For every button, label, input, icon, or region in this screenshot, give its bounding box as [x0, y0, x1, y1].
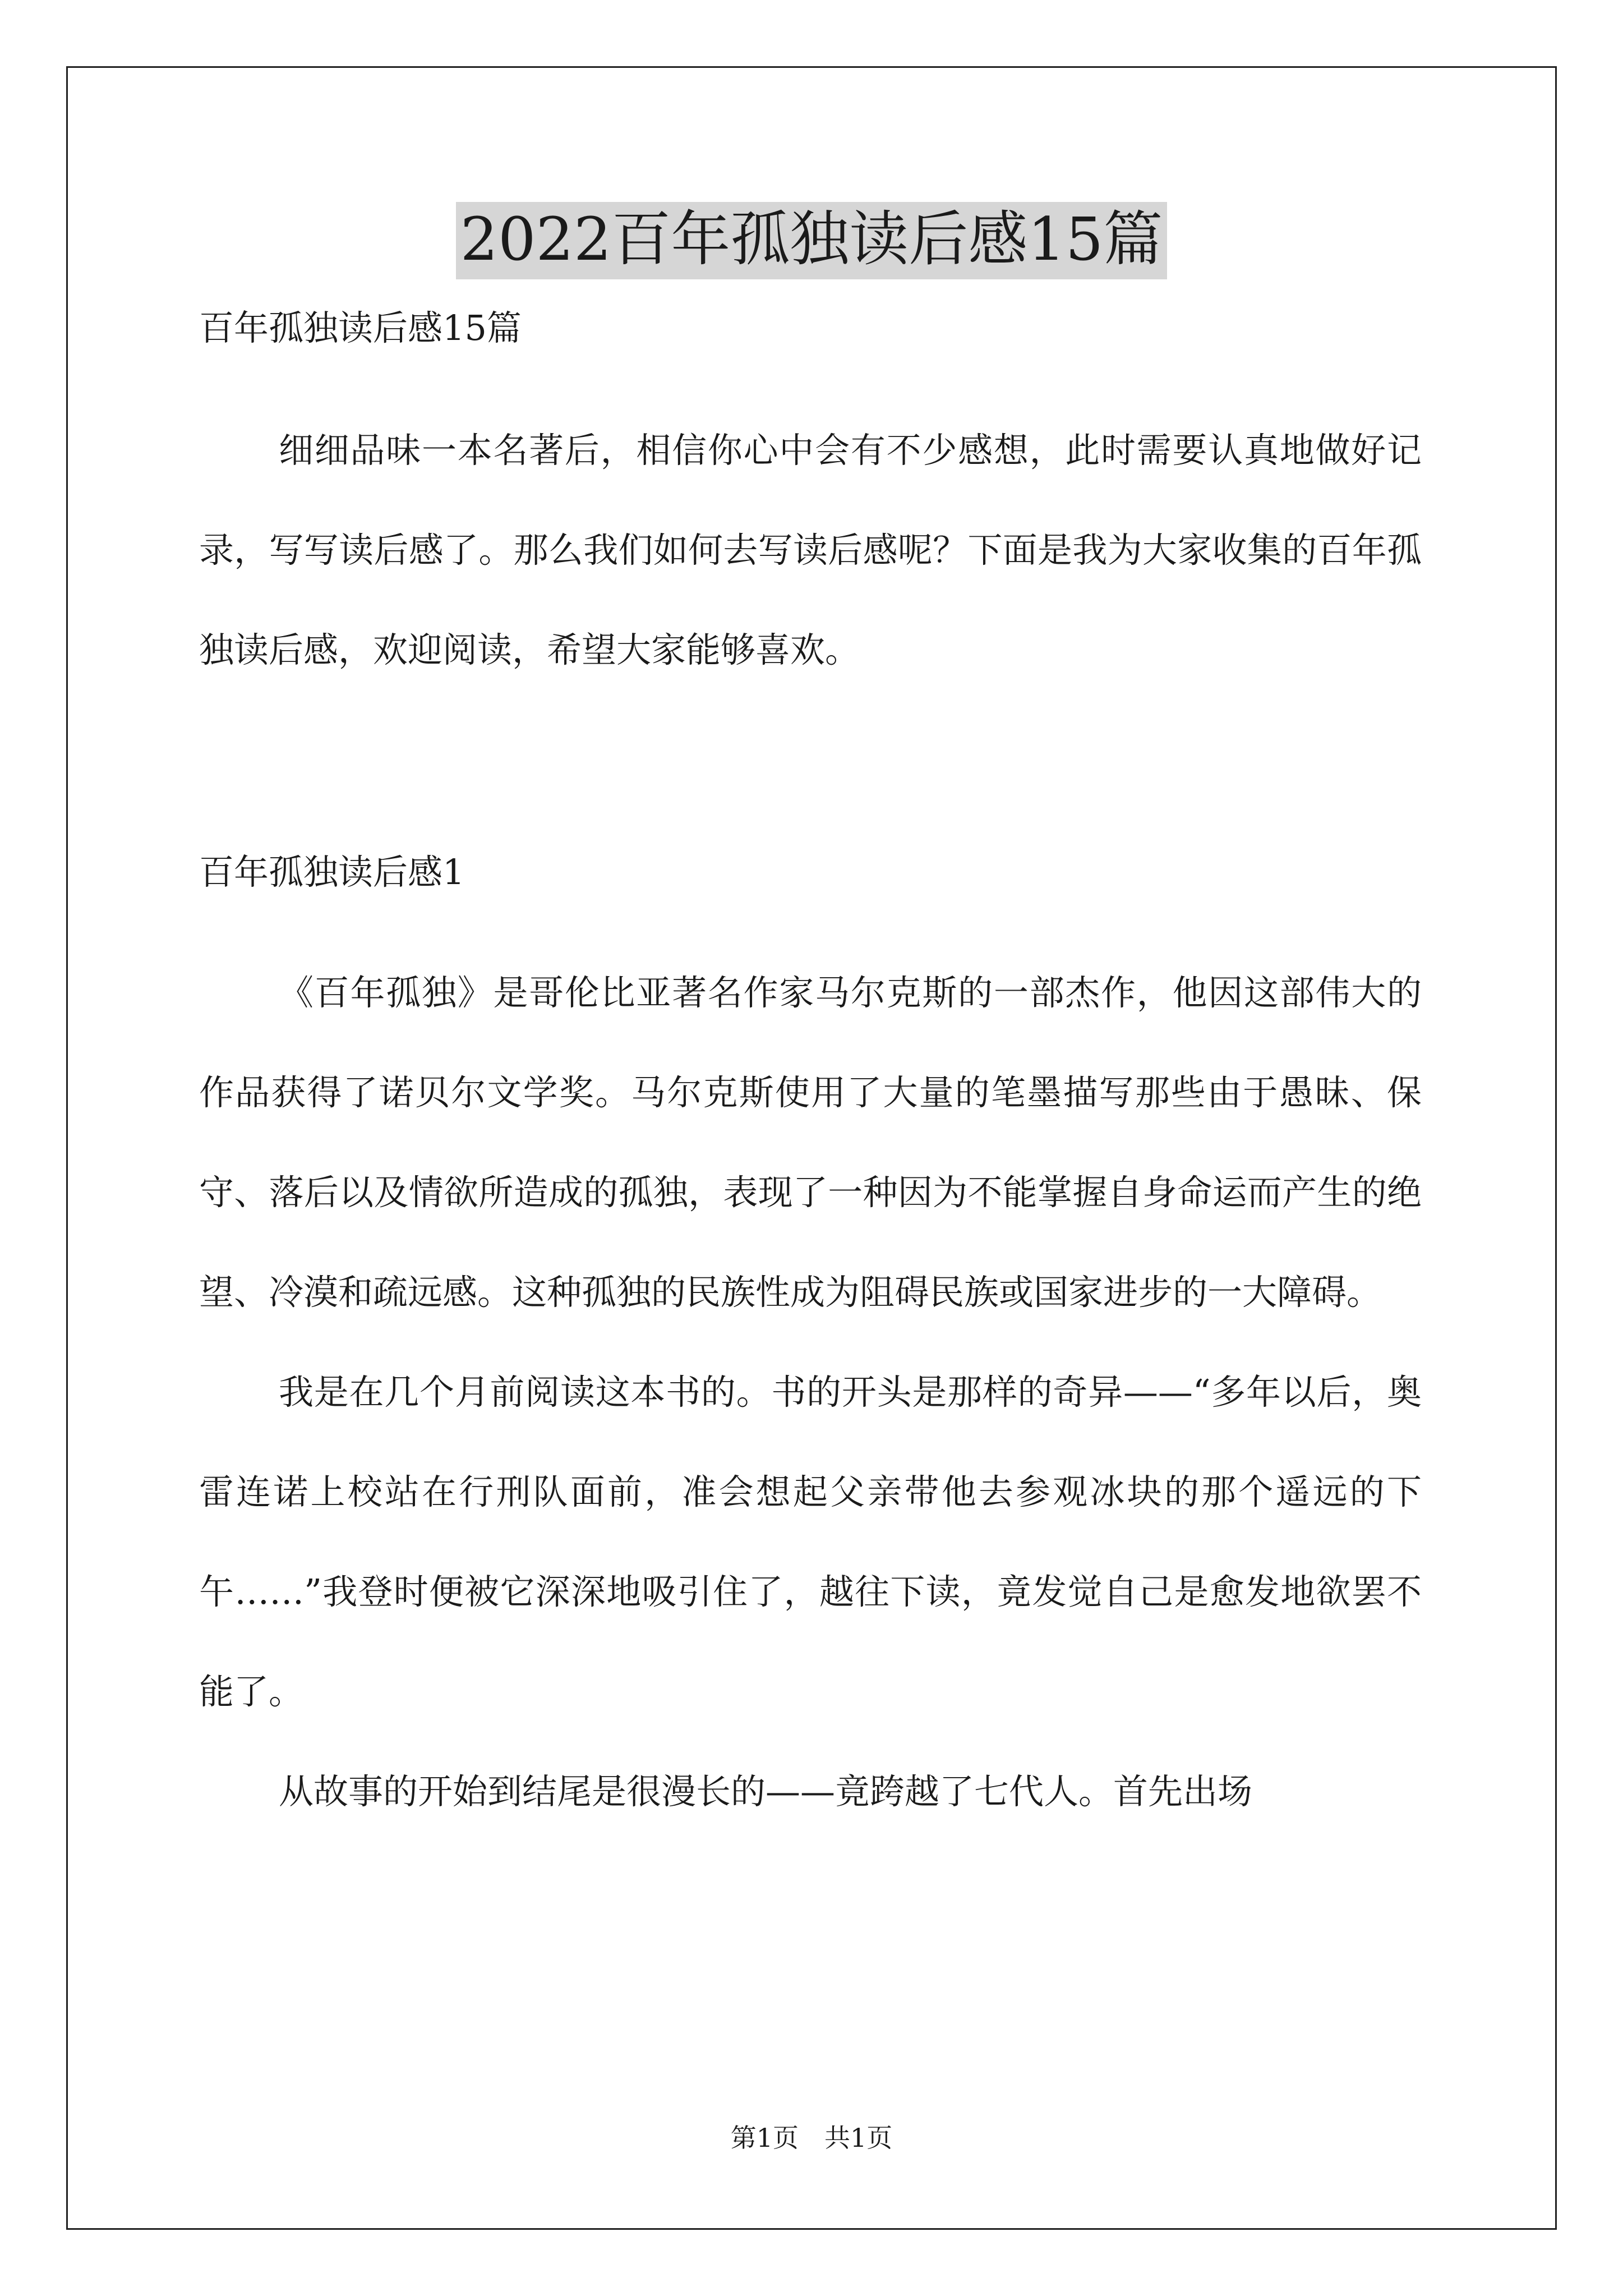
document-title — [0, 202, 1623, 279]
page-number: 第1页 共1页 — [730, 2123, 893, 2153]
section-heading: 百年孤独读后感1 — [199, 852, 465, 893]
document-body — [199, 307, 1422, 1842]
document-title-text: 2022百年孤独读后感15篇 — [456, 202, 1168, 279]
body-paragraph: 《百年孤独》是哥伦比亚著名作家马尔克斯的一部杰作，他因这部伟大的作品获得了诺贝尔文学奖。马尔克斯使用了大量的笔墨描写那些由于愚昧、保守、落后以及情欲所造成的孤独，表现了一种因为不能掌握自身命运而产生的绝望、冷漠和疏远感。这种孤独的民族性成为阻碍民族或国家进步的一大障碍。 — [199, 972, 1422, 1313]
intro-paragraph: 细细品味一本名著后，相信你心中会有不少感想，此时需要认真地做好记录，写写读后感了。那么我们如何去写读后感呢？下面是我为大家收集的百年孤独读后感，欢迎阅读，希望大家能够喜欢。 — [199, 430, 1422, 671]
document-subtitle: 百年孤独读后感15篇 — [199, 307, 522, 348]
body-paragraph: 从故事的开始到结尾是很漫长的——竟跨越了七代人。首先出场 — [279, 1770, 1253, 1812]
body-paragraph: 我是在几个月前阅读这本书的。书的开头是那样的奇异——“多年以后，奥雷连诺上校站在行刑队面前，准会想起父亲带他去参观冰块的那个遥远的下午……”我登时便被它深深地吸引住了，越往下读，竟发觉自己是愈发地欲罢不能了。 — [199, 1371, 1422, 1712]
